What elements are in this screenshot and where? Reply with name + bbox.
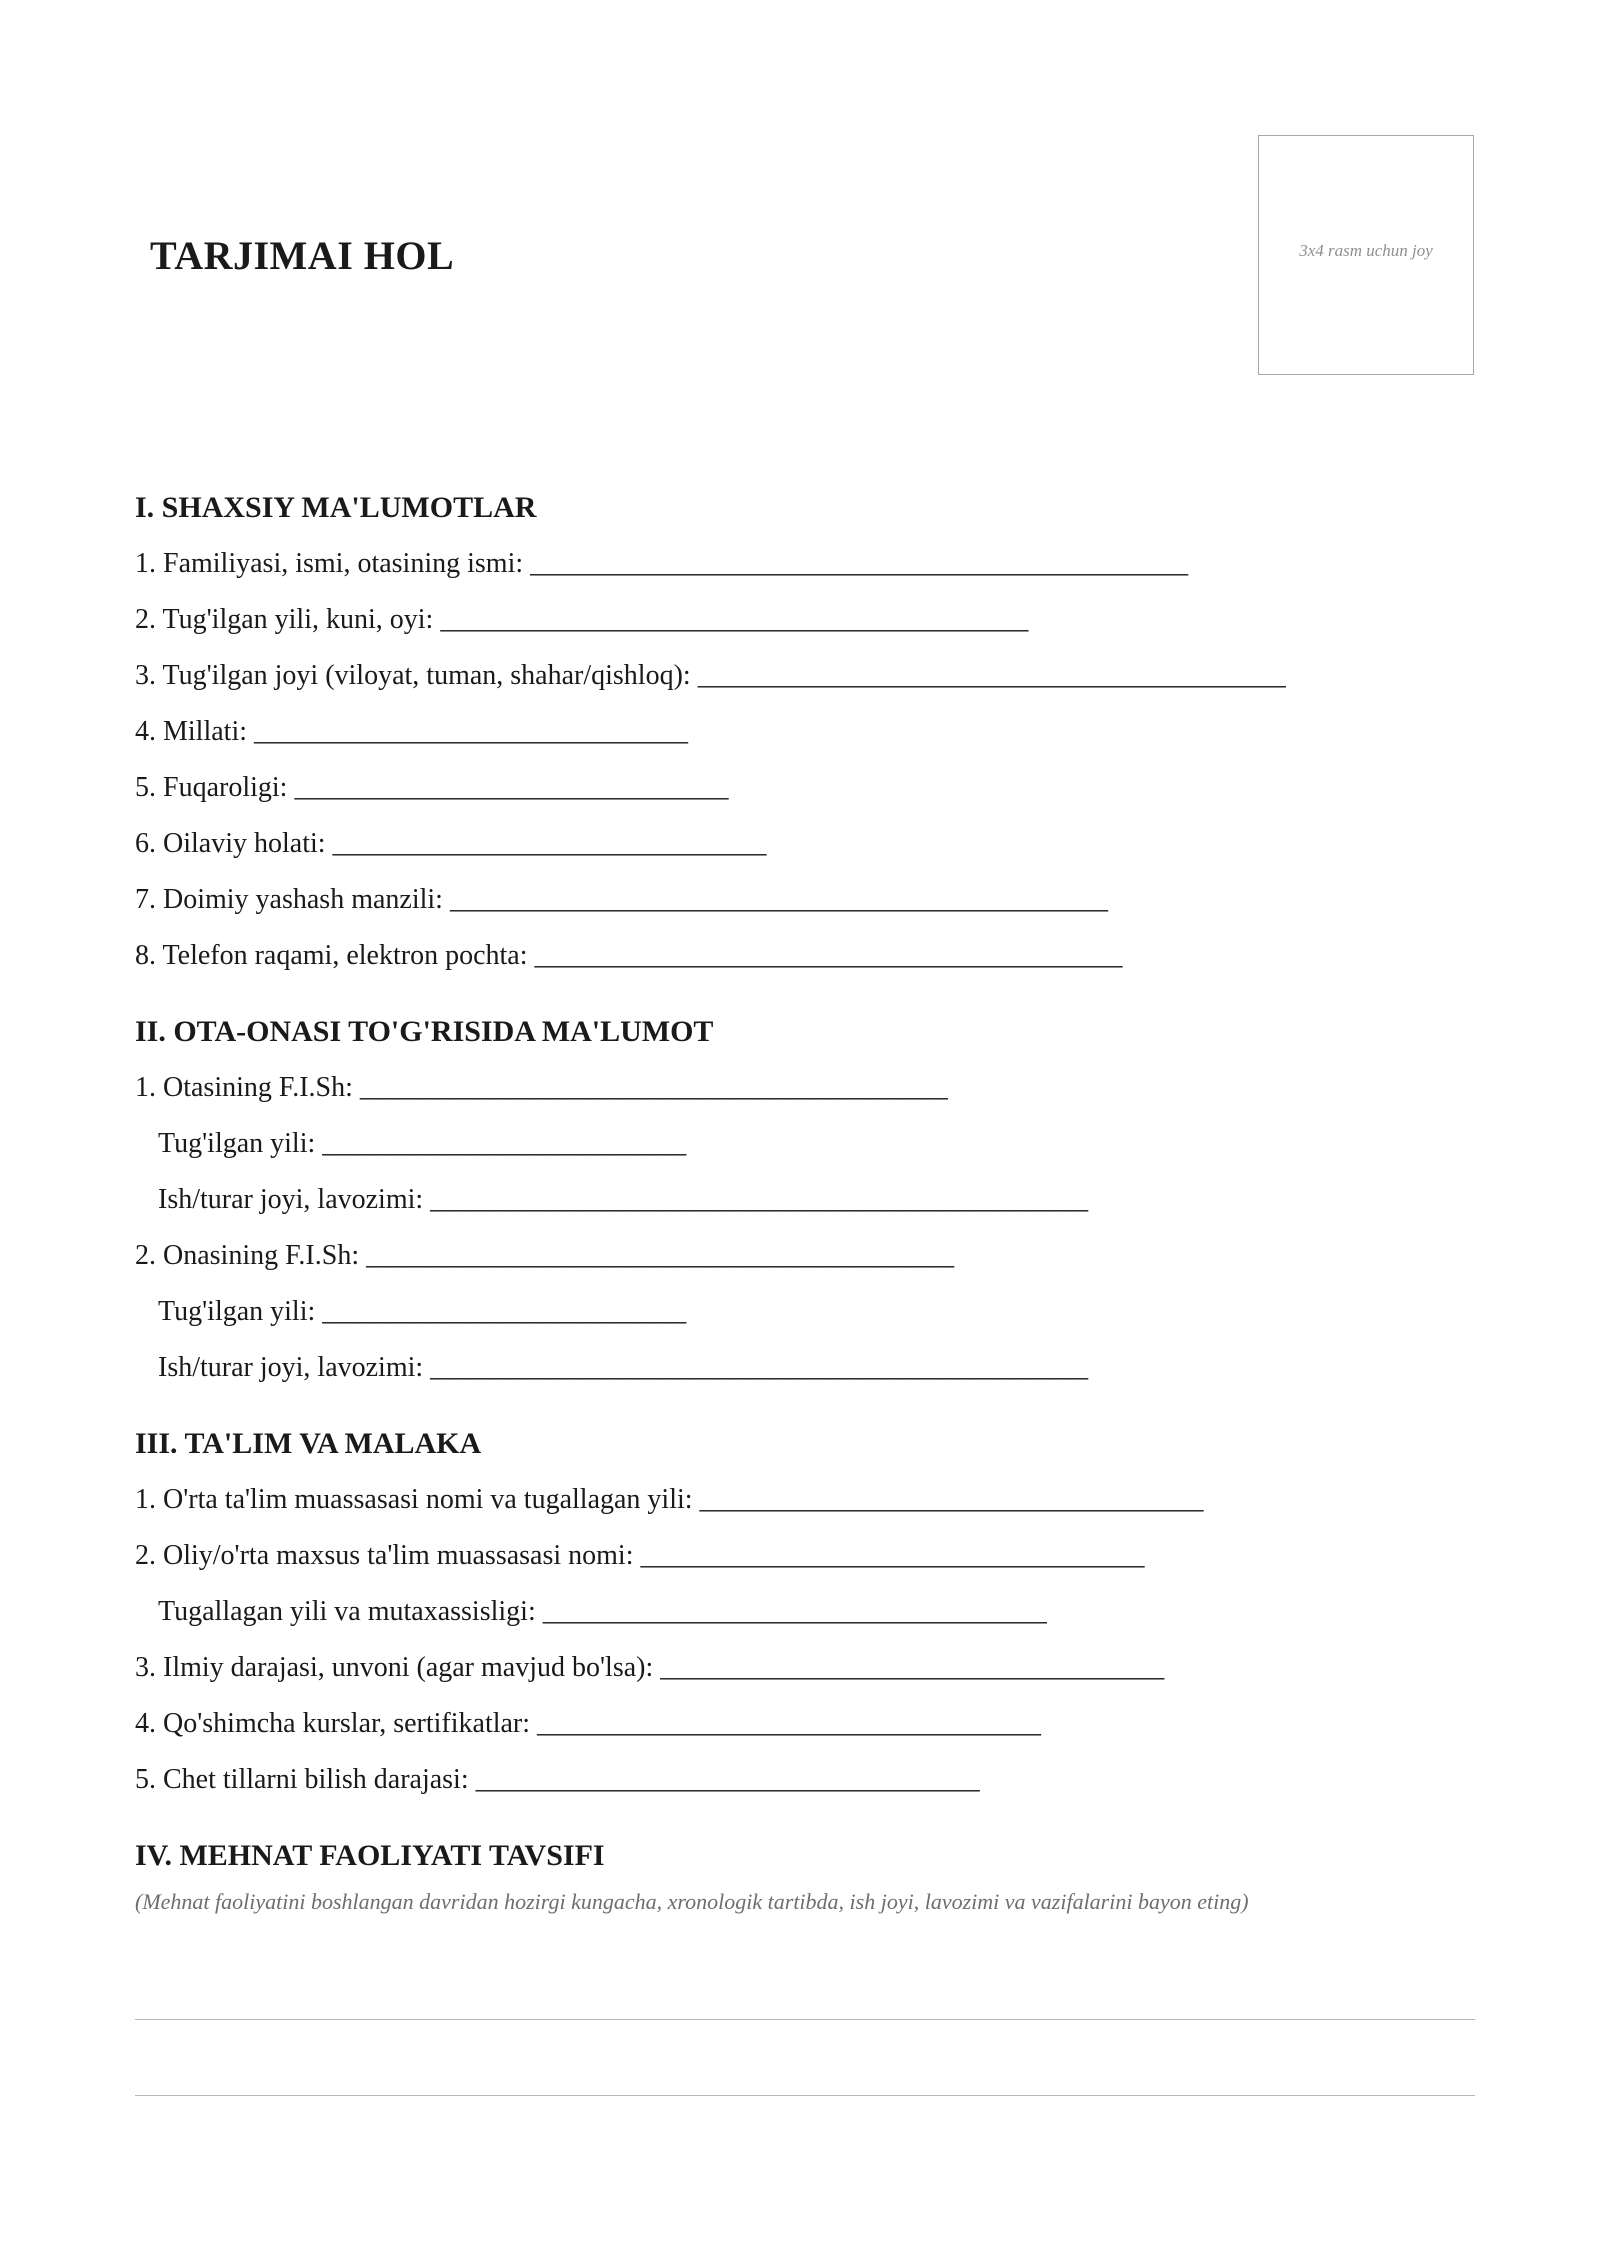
field-birth-place[interactable]: 3. Tug'ilgan joyi (viloyat, tuman, shahar/qishloq): __________________________________________ bbox=[135, 660, 1286, 691]
field-higher-education[interactable]: 2. Oliy/o'rta maxsus ta'lim muassasasi nomi: ____________________________________ bbox=[135, 1540, 1145, 1571]
photo-placeholder-label: 3x4 rasm uchun joy bbox=[1299, 241, 1433, 260]
field-father-name[interactable]: 1. Otasining F.I.Sh: __________________________________________ bbox=[135, 1072, 948, 1103]
section-heading: I. SHAXSIY MA'LUMOTLAR bbox=[135, 491, 537, 524]
section-personal-info bbox=[135, 480, 1475, 984]
field-birth-date[interactable]: 2. Tug'ilgan yili, kuni, oyi: __________________________________________ bbox=[135, 604, 1029, 635]
field-graduation-specialty[interactable]: Tugallagan yili va mutaxassisligi: ____________________________________ bbox=[158, 1596, 1047, 1627]
section-work-experience bbox=[135, 1828, 1475, 1922]
field-mother-name[interactable]: 2. Onasining F.I.Sh: __________________________________________ bbox=[135, 1240, 955, 1271]
section-instruction-note: (Mehnat faoliyatini boshlangan davridan hozirgi kungacha, xronologik tartibda, ish joyi, lavozimi va vazifalarini bayon eting) bbox=[135, 1889, 1249, 1914]
field-home-address[interactable]: 7. Doimiy yashash manzili: _______________________________________________ bbox=[135, 884, 1108, 915]
document-title: TARJIMAI HOL bbox=[150, 233, 455, 278]
form-body bbox=[135, 480, 1475, 1922]
field-phone-email[interactable]: 8. Telefon raqami, elektron pochta: __________________________________________ bbox=[135, 940, 1123, 971]
photo-placeholder-box[interactable] bbox=[1258, 135, 1474, 375]
field-full-name[interactable]: 1. Familiyasi, ismi, otasining ismi: _______________________________________________ bbox=[135, 548, 1189, 579]
field-nationality[interactable]: 4. Millati: _______________________________ bbox=[135, 716, 688, 747]
section-education bbox=[135, 1416, 1475, 1808]
field-secondary-school[interactable]: 1. O'rta ta'lim muassasasi nomi va tugallagan yili: ____________________________________ bbox=[135, 1484, 1204, 1515]
section-parents-info bbox=[135, 1004, 1475, 1396]
field-additional-courses[interactable]: 4. Qo'shimcha kurslar, sertifikatlar: ____________________________________ bbox=[135, 1708, 1042, 1739]
field-foreign-languages[interactable]: 5. Chet tillarni bilish darajasi: ____________________________________ bbox=[135, 1764, 980, 1795]
section-heading: II. OTA-ONASI TO'G'RISIDA MA'LUMOT bbox=[135, 1015, 714, 1048]
field-marital-status[interactable]: 6. Oilaviy holati: _______________________________ bbox=[135, 828, 767, 859]
field-mother-birth-year[interactable]: Tug'ilgan yili: __________________________ bbox=[158, 1296, 687, 1327]
field-father-birth-year[interactable]: Tug'ilgan yili: __________________________ bbox=[158, 1128, 687, 1159]
section-heading: IV. MEHNAT FAOLIYATI TAVSIFI bbox=[135, 1839, 605, 1872]
field-father-workplace[interactable]: Ish/turar joyi, lavozimi: _______________________________________________ bbox=[158, 1184, 1089, 1215]
writing-line[interactable] bbox=[135, 2095, 1475, 2096]
field-mother-workplace[interactable]: Ish/turar joyi, lavozimi: _______________________________________________ bbox=[158, 1352, 1089, 1383]
section-heading: III. TA'LIM VA MALAKA bbox=[135, 1427, 482, 1460]
field-academic-degree[interactable]: 3. Ilmiy darajasi, unvoni (agar mavjud bo'lsa): ____________________________________ bbox=[135, 1652, 1165, 1683]
writing-line[interactable] bbox=[135, 2019, 1475, 2020]
field-citizenship[interactable]: 5. Fuqaroligi: _______________________________ bbox=[135, 772, 729, 803]
